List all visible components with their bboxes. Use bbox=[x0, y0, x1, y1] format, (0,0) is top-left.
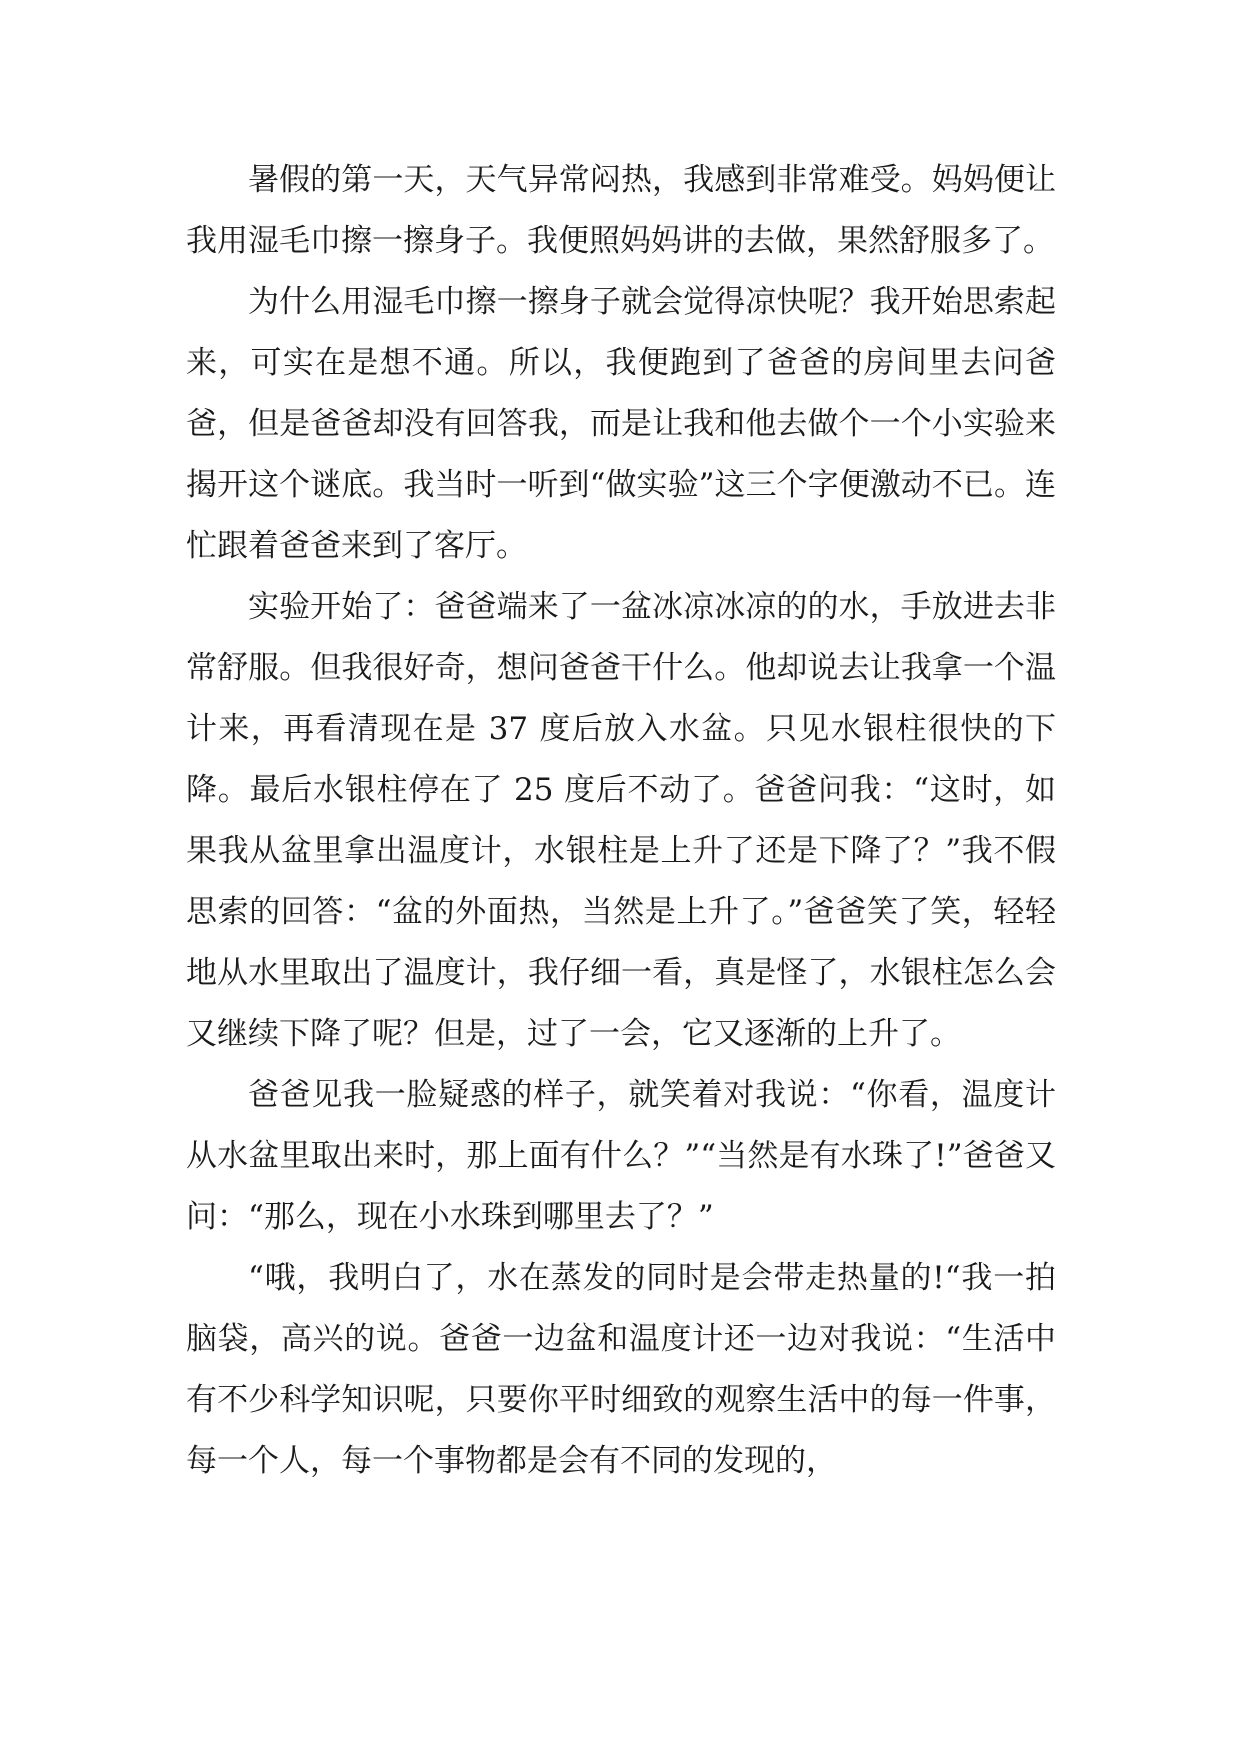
paragraph-4: 爸爸见我一脸疑惑的样子，就笑着对我说：“你看，温度计从水盆里取出来时，那上面有什么？”“当然是有水珠了!”爸爸又问：“那么，现在小水珠到哪里去了？” bbox=[186, 1077, 1056, 1235]
article-body bbox=[186, 150, 1056, 1492]
paragraph-5: “哦，我明白了，水在蒸发的同时是会带走热量的!“我一拍脑袋，高兴的说。爸爸一边盆和温度计还一边对我说：“生活中有不少科学知识呢，只要你平时细致的观察生活中的每一件事，每一个人，每一个事物都是会有不同的发现的， bbox=[186, 1260, 1056, 1479]
paragraph-3: 实验开始了：爸爸端来了一盆冰凉冰凉的的水，手放进去非常舒服。但我很好奇，想问爸爸干什么。他却说去让我拿一个温计来，再看清现在是 37 度后放入水盆。只见水银柱很快的下降。最后水银柱停在了 25 度后不动了。爸爸问我：“这时，如果我从盆里拿出温度计，水银柱是上升了还是下降了？”我不假思索的回答：“盆的外面热，当然是上升了。”爸爸笑了笑，轻轻地从水里取出了温度计，我仔细一看，真是怪了，水银柱怎么会又继续下降了呢？但是，过了一会，它又逐渐的上升了。 bbox=[186, 589, 1056, 1052]
paragraph-2: 为什么用湿毛巾擦一擦身子就会觉得凉快呢？我开始思索起来，可实在是想不通。所以，我便跑到了爸爸的房间里去问爸爸，但是爸爸却没有回答我，而是让我和他去做个一个小实验来揭开这个谜底。我当时一听到“做实验”这三个字便激动不已。连忙跟着爸爸来到了客厅。 bbox=[186, 284, 1056, 564]
paragraph-1: 暑假的第一天，天气异常闷热，我感到非常难受。妈妈便让我用湿毛巾擦一擦身子。我便照妈妈讲的去做，果然舒服多了。 bbox=[186, 162, 1056, 259]
